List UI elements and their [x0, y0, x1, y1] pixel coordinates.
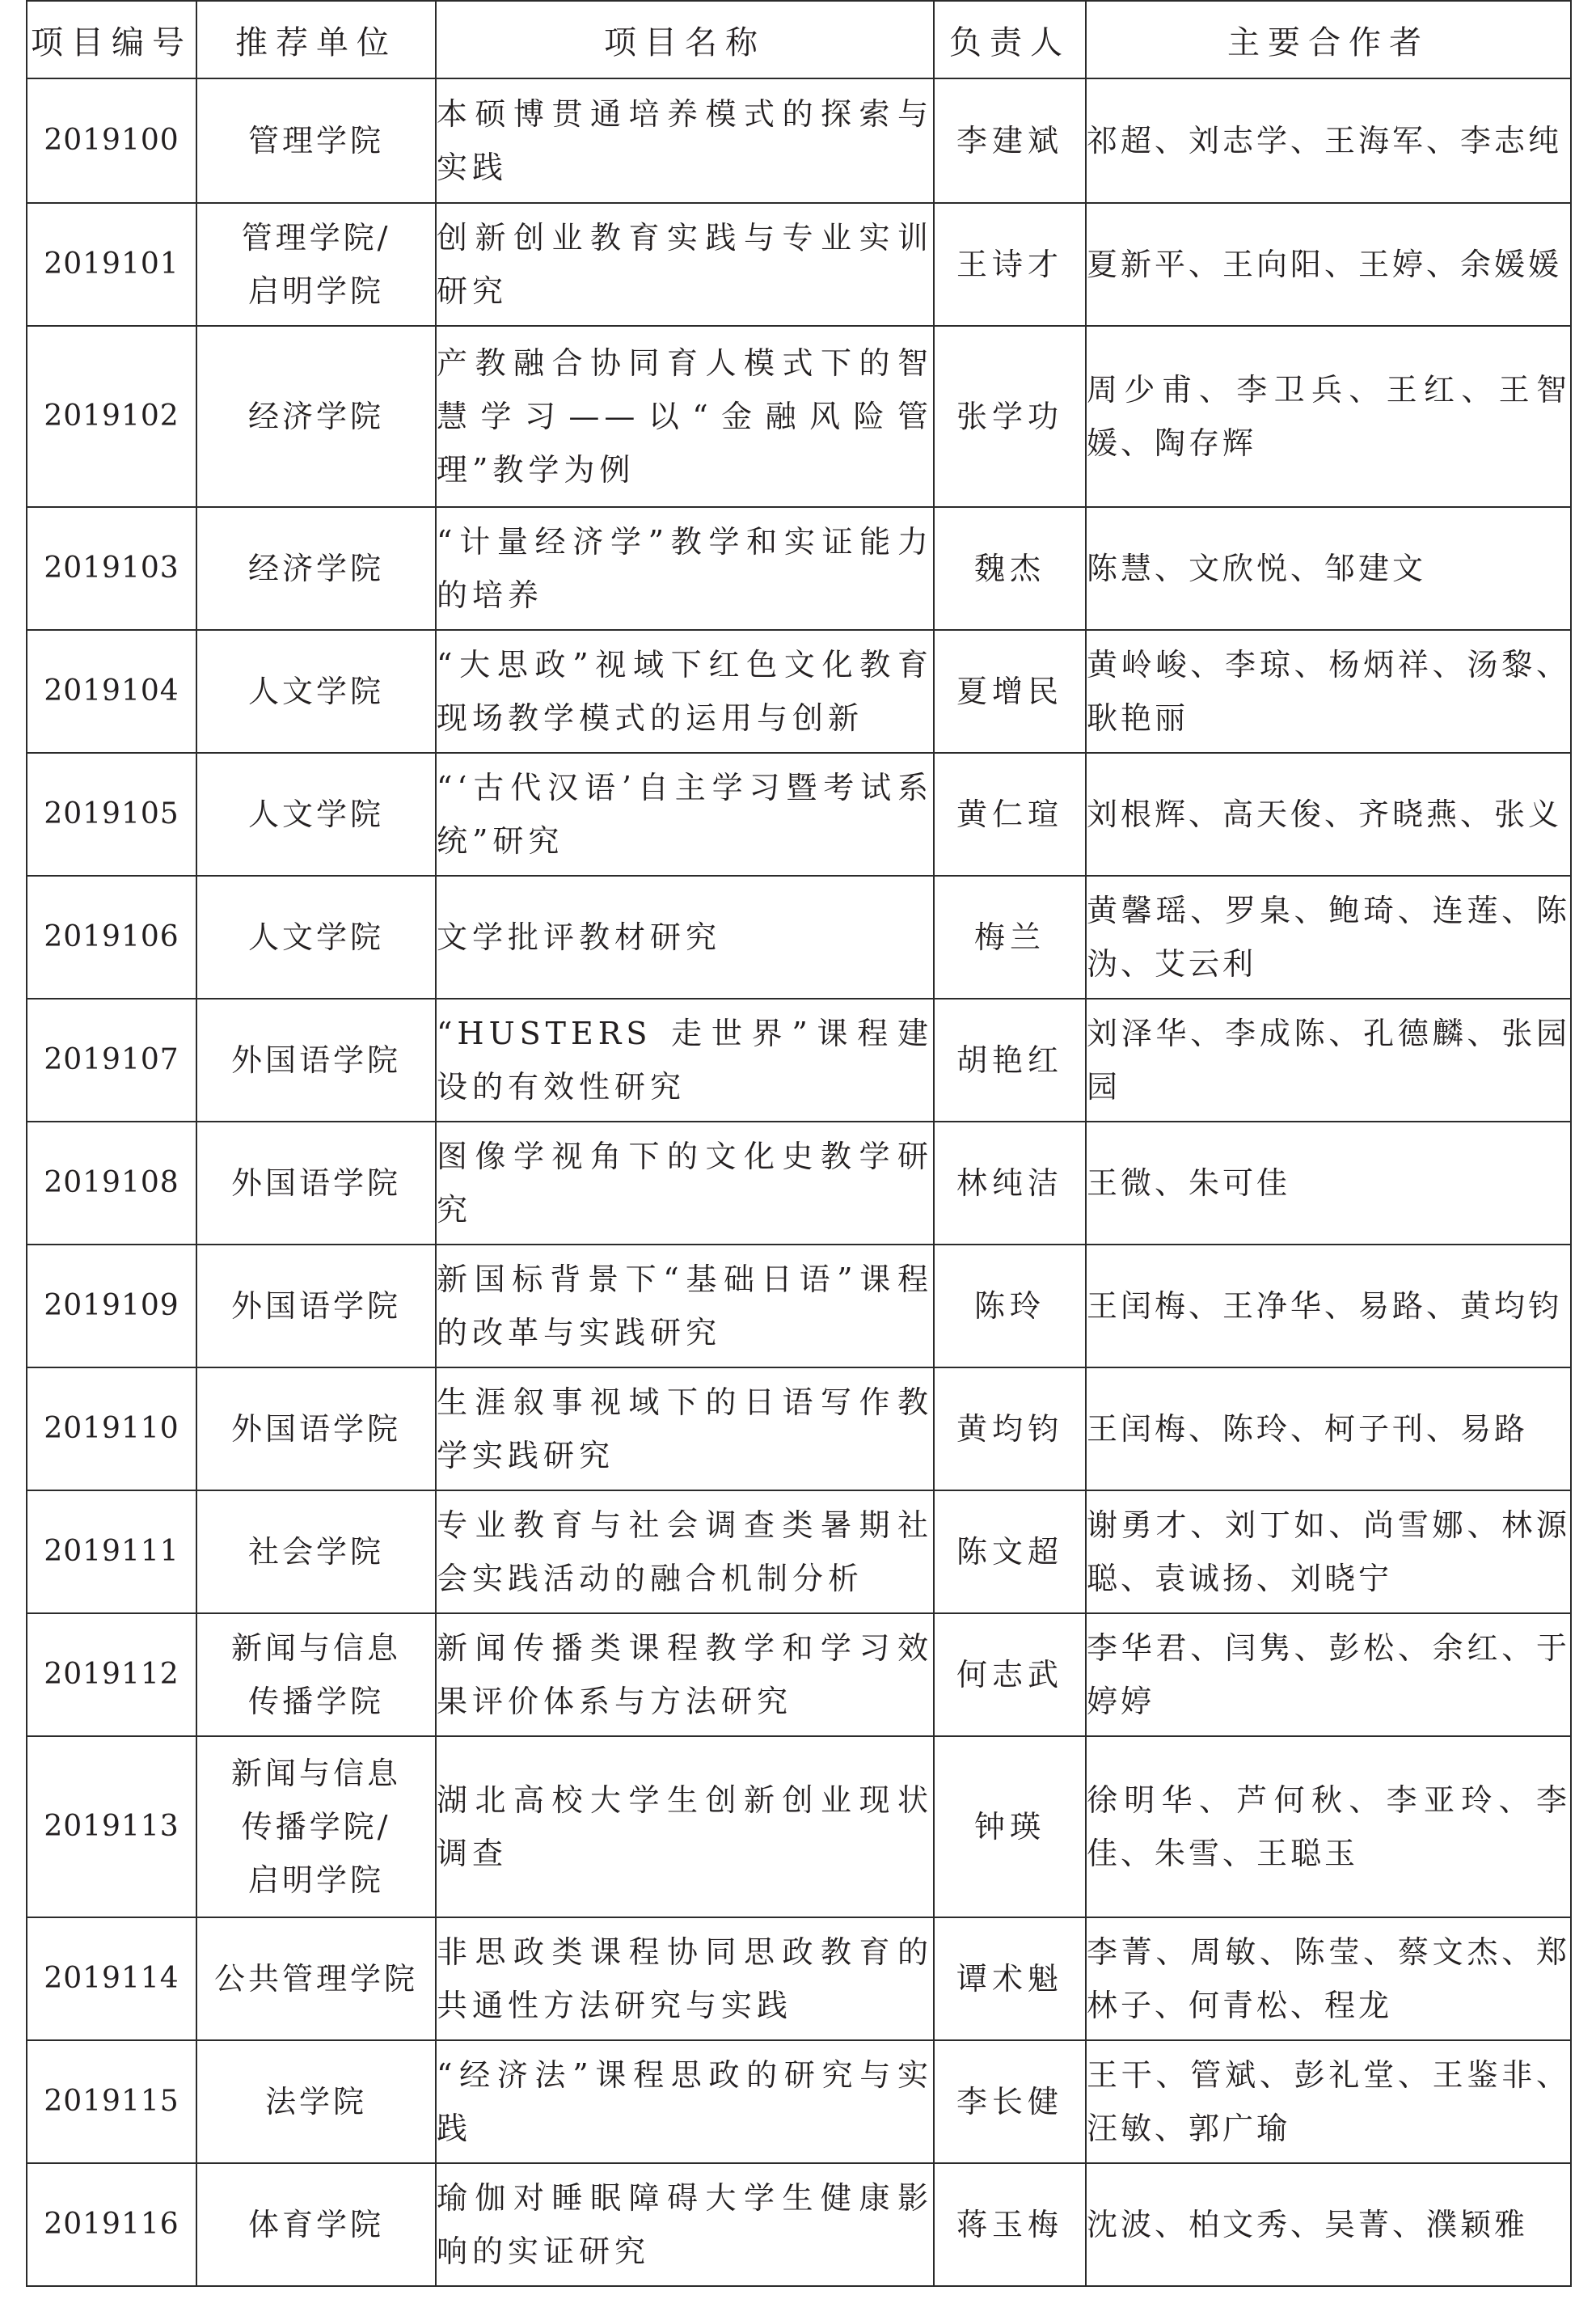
collaborators: 祁超、刘志学、王海军、李志纯	[1086, 78, 1571, 203]
project-id: 2019115	[27, 2040, 196, 2163]
project-id: 2019103	[27, 507, 196, 630]
project-id: 2019101	[27, 203, 196, 326]
project-table	[26, 0, 1572, 2287]
table-row	[27, 753, 1571, 876]
project-id: 2019106	[27, 876, 196, 999]
header-leader: 负责人	[934, 1, 1086, 78]
recommending-unit: 经济学院	[196, 326, 436, 507]
project-leader: 王诗才	[934, 203, 1086, 326]
table-row	[27, 1613, 1571, 1736]
project-id: 2019105	[27, 753, 196, 876]
project-leader: 黄均钧	[934, 1367, 1086, 1490]
recommending-unit: 外国语学院	[196, 1367, 436, 1490]
project-id: 2019111	[27, 1490, 196, 1613]
project-name: 创新创业教育实践与专业实训研究	[436, 203, 934, 326]
table-row	[27, 630, 1571, 753]
project-name: 瑜伽对睡眠障碍大学生健康影响的实证研究	[436, 2163, 934, 2286]
table-row	[27, 2163, 1571, 2286]
collaborators: 李华君、闫隽、彭松、余红、于婷婷	[1086, 1613, 1571, 1736]
project-id: 2019114	[27, 1917, 196, 2040]
project-leader: 钟瑛	[934, 1736, 1086, 1917]
project-leader: 陈文超	[934, 1490, 1086, 1613]
project-name: “经济法”课程思政的研究与实践	[436, 2040, 934, 2163]
project-leader: 李建斌	[934, 78, 1086, 203]
project-name: 生涯叙事视域下的日语写作教学实践研究	[436, 1367, 934, 1490]
recommending-unit: 新闻与信息 传播学院/ 启明学院	[196, 1736, 436, 1917]
collaborators: 周少甫、李卫兵、王红、王智媛、陶存辉	[1086, 326, 1571, 507]
project-name: “计量经济学”教学和实证能力的培养	[436, 507, 934, 630]
table-row	[27, 1736, 1571, 1917]
recommending-unit: 公共管理学院	[196, 1917, 436, 2040]
project-leader: 何志武	[934, 1613, 1086, 1736]
recommending-unit: 体育学院	[196, 2163, 436, 2286]
project-name: 新闻传播类课程教学和学习效果评价体系与方法研究	[436, 1613, 934, 1736]
project-name: 专业教育与社会调查类暑期社会实践活动的融合机制分析	[436, 1490, 934, 1613]
table-row	[27, 326, 1571, 507]
project-id: 2019108	[27, 1122, 196, 1245]
collaborators: 夏新平、王向阳、王婷、余媛媛	[1086, 203, 1571, 326]
table-row	[27, 1122, 1571, 1245]
recommending-unit: 人文学院	[196, 876, 436, 999]
project-leader: 谭术魁	[934, 1917, 1086, 2040]
header-collaborators: 主要合作者	[1086, 1, 1571, 78]
table-row	[27, 999, 1571, 1122]
table-row	[27, 78, 1571, 203]
project-id: 2019104	[27, 630, 196, 753]
collaborators: 王闰梅、陈玲、柯子刊、易路	[1086, 1367, 1571, 1490]
project-name: “大思政”视域下红色文化教育现场教学模式的运用与创新	[436, 630, 934, 753]
collaborators: 徐明华、芦何秋、李亚玲、李佳、朱雪、王聪玉	[1086, 1736, 1571, 1917]
project-id: 2019110	[27, 1367, 196, 1490]
recommending-unit: 人文学院	[196, 753, 436, 876]
table-row	[27, 876, 1571, 999]
project-leader: 蒋玉梅	[934, 2163, 1086, 2286]
table-row	[27, 203, 1571, 326]
collaborators: 沈波、柏文秀、吴菁、濮颖雅	[1086, 2163, 1571, 2286]
table-row	[27, 1917, 1571, 2040]
project-id: 2019112	[27, 1613, 196, 1736]
recommending-unit: 法学院	[196, 2040, 436, 2163]
project-leader: 林纯洁	[934, 1122, 1086, 1245]
project-name: 湖北高校大学生创新创业现状调查	[436, 1736, 934, 1917]
project-leader: 魏杰	[934, 507, 1086, 630]
project-leader: 李长健	[934, 2040, 1086, 2163]
recommending-unit: 社会学院	[196, 1490, 436, 1613]
project-leader: 黄仁瑄	[934, 753, 1086, 876]
collaborators: 刘根辉、高天俊、齐晓燕、张义	[1086, 753, 1571, 876]
collaborators: 王闰梅、王净华、易路、黄均钧	[1086, 1245, 1571, 1367]
project-id: 2019116	[27, 2163, 196, 2286]
recommending-unit: 管理学院	[196, 78, 436, 203]
project-leader: 梅兰	[934, 876, 1086, 999]
project-name: 新国标背景下“基础日语”课程的改革与实践研究	[436, 1245, 934, 1367]
project-leader: 陈玲	[934, 1245, 1086, 1367]
project-name: 图像学视角下的文化史教学研究	[436, 1122, 934, 1245]
project-name: “HUSTERS 走世界”课程建设的有效性研究	[436, 999, 934, 1122]
collaborators: 刘泽华、李成陈、孔德麟、张园园	[1086, 999, 1571, 1122]
project-name: “‘古代汉语’自主学习暨考试系统”研究	[436, 753, 934, 876]
project-name: 文学批评教材研究	[436, 876, 934, 999]
recommending-unit: 经济学院	[196, 507, 436, 630]
project-leader: 张学功	[934, 326, 1086, 507]
project-id: 2019113	[27, 1736, 196, 1917]
collaborators: 黄馨瑶、罗臬、鲍琦、连莲、陈沩、艾云利	[1086, 876, 1571, 999]
collaborators: 王微、朱可佳	[1086, 1122, 1571, 1245]
header-project-id: 项目编号	[27, 1, 196, 78]
header-project-name: 项目名称	[436, 1, 934, 78]
recommending-unit: 外国语学院	[196, 1245, 436, 1367]
recommending-unit: 人文学院	[196, 630, 436, 753]
recommending-unit: 新闻与信息 传播学院	[196, 1613, 436, 1736]
project-id: 2019100	[27, 78, 196, 203]
collaborators: 黄岭峻、李琼、杨炳祥、汤黎、耿艳丽	[1086, 630, 1571, 753]
table-row	[27, 1367, 1571, 1490]
project-id: 2019102	[27, 326, 196, 507]
table-row	[27, 507, 1571, 630]
project-leader: 夏增民	[934, 630, 1086, 753]
collaborators: 谢勇才、刘丁如、尚雪娜、林源聪、袁诚扬、刘晓宁	[1086, 1490, 1571, 1613]
header-recommending-unit: 推荐单位	[196, 1, 436, 78]
project-name: 产教融合协同育人模式下的智慧学习——以“金融风险管理”教学为例	[436, 326, 934, 507]
header-row	[27, 1, 1571, 78]
recommending-unit: 外国语学院	[196, 1122, 436, 1245]
collaborators: 陈慧、文欣悦、邹建文	[1086, 507, 1571, 630]
recommending-unit: 管理学院/ 启明学院	[196, 203, 436, 326]
project-id: 2019109	[27, 1245, 196, 1367]
table-row	[27, 2040, 1571, 2163]
collaborators: 李菁、周敏、陈莹、蔡文杰、郑林子、何青松、程龙	[1086, 1917, 1571, 2040]
project-id: 2019107	[27, 999, 196, 1122]
recommending-unit: 外国语学院	[196, 999, 436, 1122]
project-leader: 胡艳红	[934, 999, 1086, 1122]
table-row	[27, 1490, 1571, 1613]
table-row	[27, 1245, 1571, 1367]
project-name: 本硕博贯通培养模式的探索与实践	[436, 78, 934, 203]
project-name: 非思政类课程协同思政教育的共通性方法研究与实践	[436, 1917, 934, 2040]
collaborators: 王干、管斌、彭礼堂、王鉴非、汪敏、郭广瑜	[1086, 2040, 1571, 2163]
